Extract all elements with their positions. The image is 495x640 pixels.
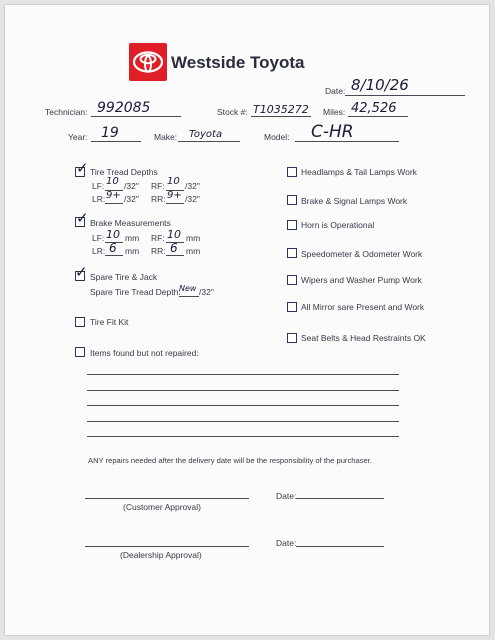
brake-rf-unit: mm xyxy=(186,233,201,243)
brake-lamps-checkbox[interactable] xyxy=(287,195,297,205)
tire-lf-label: LF: xyxy=(92,181,105,191)
horn-checkbox[interactable] xyxy=(287,220,297,230)
spare-depth-value[interactable]: New xyxy=(179,284,197,293)
make-label: Make: xyxy=(154,132,178,142)
brake-lr-value[interactable]: 6 xyxy=(109,241,117,255)
stock-value[interactable]: T1035272 xyxy=(253,103,309,116)
items-not-repaired-checkbox[interactable] xyxy=(75,347,85,357)
toyota-emblem-icon xyxy=(129,43,167,81)
dealership-date-line[interactable] xyxy=(296,546,384,547)
brakes-label: Brake Measurements xyxy=(90,218,171,228)
stock-label: Stock #: xyxy=(217,107,248,117)
year-value[interactable]: 19 xyxy=(101,125,119,141)
notes-line[interactable] xyxy=(87,405,399,406)
brake-lf-unit: mm xyxy=(125,233,140,243)
tire-lr-label: LR: xyxy=(92,194,106,204)
model-value[interactable]: C-HR xyxy=(311,122,354,142)
brake-rr-value[interactable]: 6 xyxy=(170,241,178,255)
technician-value[interactable]: 992085 xyxy=(97,100,151,116)
notes-line[interactable] xyxy=(87,374,399,375)
tire-lf-value[interactable]: 10 xyxy=(106,176,119,187)
notes-line[interactable] xyxy=(87,436,399,437)
dealership-signature-line[interactable] xyxy=(85,546,249,547)
brand-name: Westside Toyota xyxy=(171,53,305,72)
tire-rf-value[interactable]: 10 xyxy=(167,176,180,187)
brake-rr-unit: mm xyxy=(186,246,201,256)
tire-rr-line xyxy=(166,203,184,204)
brake-lf-label: LF: xyxy=(92,233,105,243)
dealership-approval-label: (Dealership Approval) xyxy=(120,550,202,560)
tire-lr-unit: /32" xyxy=(124,194,139,204)
checkmark-icon: ✓ xyxy=(76,209,89,227)
miles-line xyxy=(348,116,408,117)
customer-date-label: Date: xyxy=(276,491,297,501)
technician-label: Technician: xyxy=(45,107,88,117)
speedometer-label: Speedometer & Odometer Work xyxy=(301,249,423,259)
date-value[interactable]: 8/10/26 xyxy=(351,76,409,94)
tire-rr-value[interactable]: 9+ xyxy=(167,190,182,201)
notes-line[interactable] xyxy=(87,390,399,391)
toyota-logo xyxy=(129,43,167,81)
brake-rr-line xyxy=(166,255,184,256)
brake-lf-value[interactable]: 10 xyxy=(106,228,120,241)
year-label: Year: xyxy=(68,132,88,142)
brake-lamps-label: Brake & Signal Lamps Work xyxy=(301,196,408,206)
checkmark-icon: ✓ xyxy=(76,159,89,177)
tire-rr-label: RR: xyxy=(151,194,166,204)
notes-line[interactable] xyxy=(87,421,399,422)
spare-depth-unit: /32" xyxy=(199,287,214,297)
items-not-repaired-label: Items found but not repaired: xyxy=(90,348,199,358)
tire-fit-kit-checkbox[interactable] xyxy=(75,317,85,327)
brake-lr-line xyxy=(105,255,123,256)
miles-label: Miles: xyxy=(323,107,346,117)
tire-lr-line xyxy=(105,203,123,204)
customer-date-line[interactable] xyxy=(296,498,384,499)
spare-depth-line xyxy=(179,296,199,297)
tire-tread-label: Tire Tread Depths xyxy=(90,167,158,177)
horn-label: Horn is Operational xyxy=(301,220,375,230)
brake-rf-label: RF: xyxy=(151,233,165,243)
tire-rr-unit: /32" xyxy=(185,194,200,204)
brake-lr-label: LR: xyxy=(92,246,106,256)
tire-lf-unit: /32" xyxy=(124,181,139,191)
stock-line xyxy=(251,116,311,117)
disclaimer-text: ANY repairs needed after the delivery date will be the responsibility of the purchaser. xyxy=(88,456,372,465)
mirrors-label: All Mirror sare Present and Work xyxy=(301,302,425,312)
wipers-label: Wipers and Washer Pump Work xyxy=(301,275,422,285)
headlamps-label: Headlamps & Tail Lamps Work xyxy=(301,167,417,177)
date-line xyxy=(345,95,465,96)
miles-value[interactable]: 42,526 xyxy=(351,101,397,116)
spare-depth-label: Spare Tire Tread Depth: xyxy=(90,287,181,297)
tire-lr-value[interactable]: 9+ xyxy=(106,190,121,201)
model-label: Model: xyxy=(264,132,290,142)
tire-rf-unit: /32" xyxy=(185,181,200,191)
speedometer-checkbox[interactable] xyxy=(287,248,297,258)
technician-line xyxy=(91,116,181,117)
customer-approval-label: (Customer Approval) xyxy=(123,502,201,512)
dealership-date-label: Date: xyxy=(276,538,297,548)
checkmark-icon: ✓ xyxy=(75,263,88,281)
brake-lr-unit: mm xyxy=(125,246,140,256)
year-line xyxy=(91,141,141,142)
make-value[interactable]: Toyota xyxy=(189,129,223,140)
wipers-checkbox[interactable] xyxy=(287,275,297,285)
spare-label: Spare Tire & Jack xyxy=(90,272,158,282)
date-label: Date: xyxy=(325,86,346,96)
tire-rf-label: RF: xyxy=(151,181,165,191)
headlamps-checkbox[interactable] xyxy=(287,167,297,177)
mirrors-checkbox[interactable] xyxy=(287,302,297,312)
seat-belts-checkbox[interactable] xyxy=(287,333,297,343)
seat-belts-label: Seat Belts & Head Restraints OK xyxy=(301,333,426,343)
tire-fit-kit-label: Tire Fit Kit xyxy=(90,317,129,327)
brake-rf-value[interactable]: 10 xyxy=(167,228,181,241)
inspection-form xyxy=(4,4,490,636)
make-line xyxy=(178,141,240,142)
customer-signature-line[interactable] xyxy=(85,498,249,499)
brake-rr-label: RR: xyxy=(151,246,166,256)
